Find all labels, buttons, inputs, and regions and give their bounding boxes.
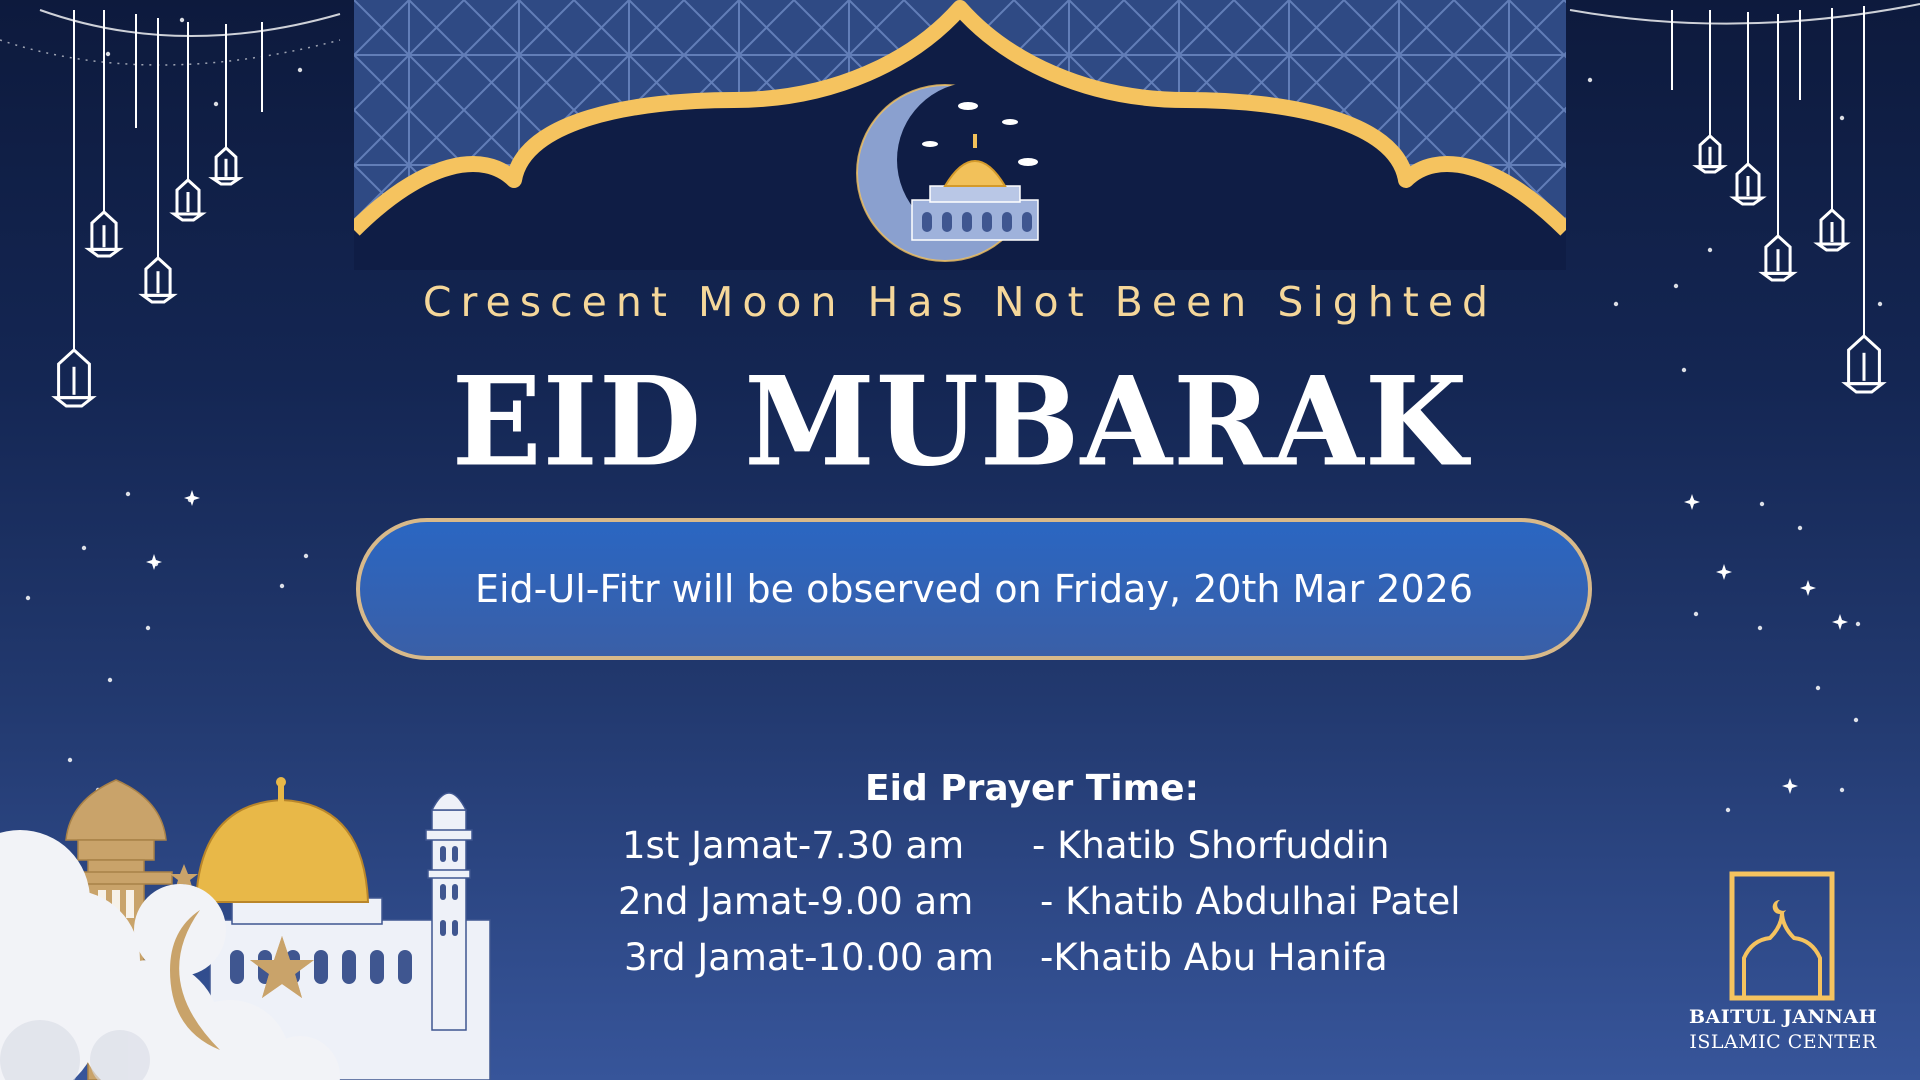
mosque-clouds-icon (0, 760, 540, 1080)
jamat-time: 1st Jamat-7.30 am (622, 824, 965, 867)
logo-subtitle: ISLAMIC CENTER (1689, 1031, 1877, 1053)
khatib-name: - Khatib Shorfuddin (1032, 824, 1390, 867)
moon-sighting-subtitle: Crescent Moon Has Not Been Sighted (422, 278, 1498, 326)
prayer-times (600, 768, 1560, 988)
jamat-time: 3rd Jamat-10.00 am (624, 936, 994, 979)
announcement-text: Eid-Ul-Fitr will be observed on Friday, 20th Mar 2026 (474, 567, 1474, 611)
prayer-row (618, 880, 1578, 928)
page-title: EID MUBARAK (451, 349, 1469, 494)
hanging-lanterns-right-icon (1560, 0, 1920, 420)
hanging-lanterns-left-icon (0, 0, 360, 440)
prayer-row (622, 824, 1582, 872)
announcement-pill (356, 518, 1592, 660)
prayer-row (624, 936, 1584, 984)
khatib-name: - Khatib Abdulhai Patel (1040, 880, 1461, 923)
logo-name: BAITUL JANNAH (1688, 1006, 1878, 1028)
crescent-moon-mosque-icon (850, 78, 1070, 268)
jamat-time: 2nd Jamat-9.00 am (618, 880, 974, 923)
khatib-name: -Khatib Abu Hanifa (1040, 936, 1388, 979)
prayer-heading: Eid Prayer Time: (865, 768, 1199, 809)
